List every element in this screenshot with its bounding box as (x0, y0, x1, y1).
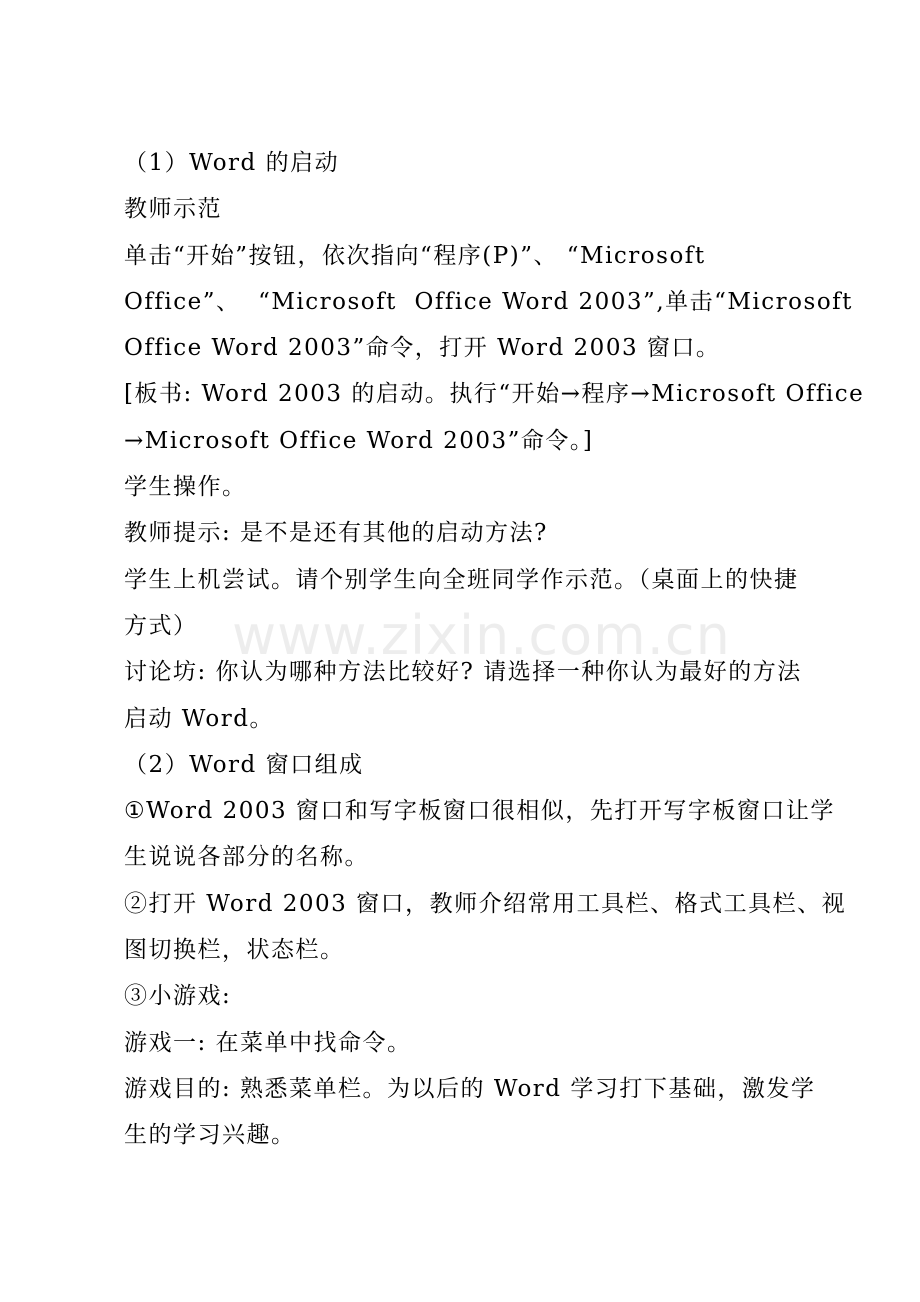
paragraph-line: 图切换栏，状态栏。 (124, 937, 345, 964)
paragraph-line: 方式） (124, 612, 198, 639)
paragraph-line: 学生操作。 (124, 474, 247, 501)
paragraph-line: Office”、 “Microsoft Office Word 2003”,单击“Microsoft (124, 288, 853, 315)
paragraph-line: 单击“开始”按钮，依次指向“程序(P)”、 “Microsoft (124, 242, 706, 269)
paragraph-line: 教师提示: 是不是还有其他的启动方法? (124, 520, 548, 547)
paragraph-line: 启动 Word。 (124, 705, 274, 732)
watermark: www.zixin.com.cn (232, 604, 731, 667)
paragraph-line: ③小游戏: (124, 983, 232, 1010)
heading-word-window: （2）Word 窗口组成 (124, 751, 364, 778)
paragraph-line: 游戏目的: 熟悉菜单栏。为以后的 Word 学习打下基础，激发学 (124, 1075, 816, 1102)
paragraph-line: ②打开 Word 2003 窗口，教师介绍常用工具栏、格式工具栏、视 (124, 890, 847, 917)
paragraph-line: 游戏一: 在菜单中找命令。 (124, 1029, 412, 1056)
document-body (124, 140, 865, 1159)
paragraph-line: 讨论坊: 你认为哪种方法比较好? 请选择一种你认为最好的方法 (124, 659, 802, 686)
board-note-line: [板书: Word 2003 的启动。执行“开始→程序→Microsoft Office (124, 381, 865, 408)
paragraph-line: 生的学习兴趣。 (124, 1122, 296, 1149)
paragraph-line: Office Word 2003”命令，打开 Word 2003 窗口。 (124, 335, 721, 362)
paragraph-line: 学生上机尝试。请个别学生向全班同学作示范。（桌面上的快捷 (124, 566, 799, 593)
paragraph-line: 教师示范 (124, 196, 222, 223)
paragraph-line: 生说说各部分的名称。 (124, 844, 369, 871)
board-note-line: →Microsoft Office Word 2003”命令。] (124, 427, 594, 454)
paragraph-line: ①Word 2003 窗口和写字板窗口很相似，先打开写字板窗口让学 (124, 798, 835, 825)
heading-word-startup: （1）Word 的启动 (124, 150, 340, 176)
